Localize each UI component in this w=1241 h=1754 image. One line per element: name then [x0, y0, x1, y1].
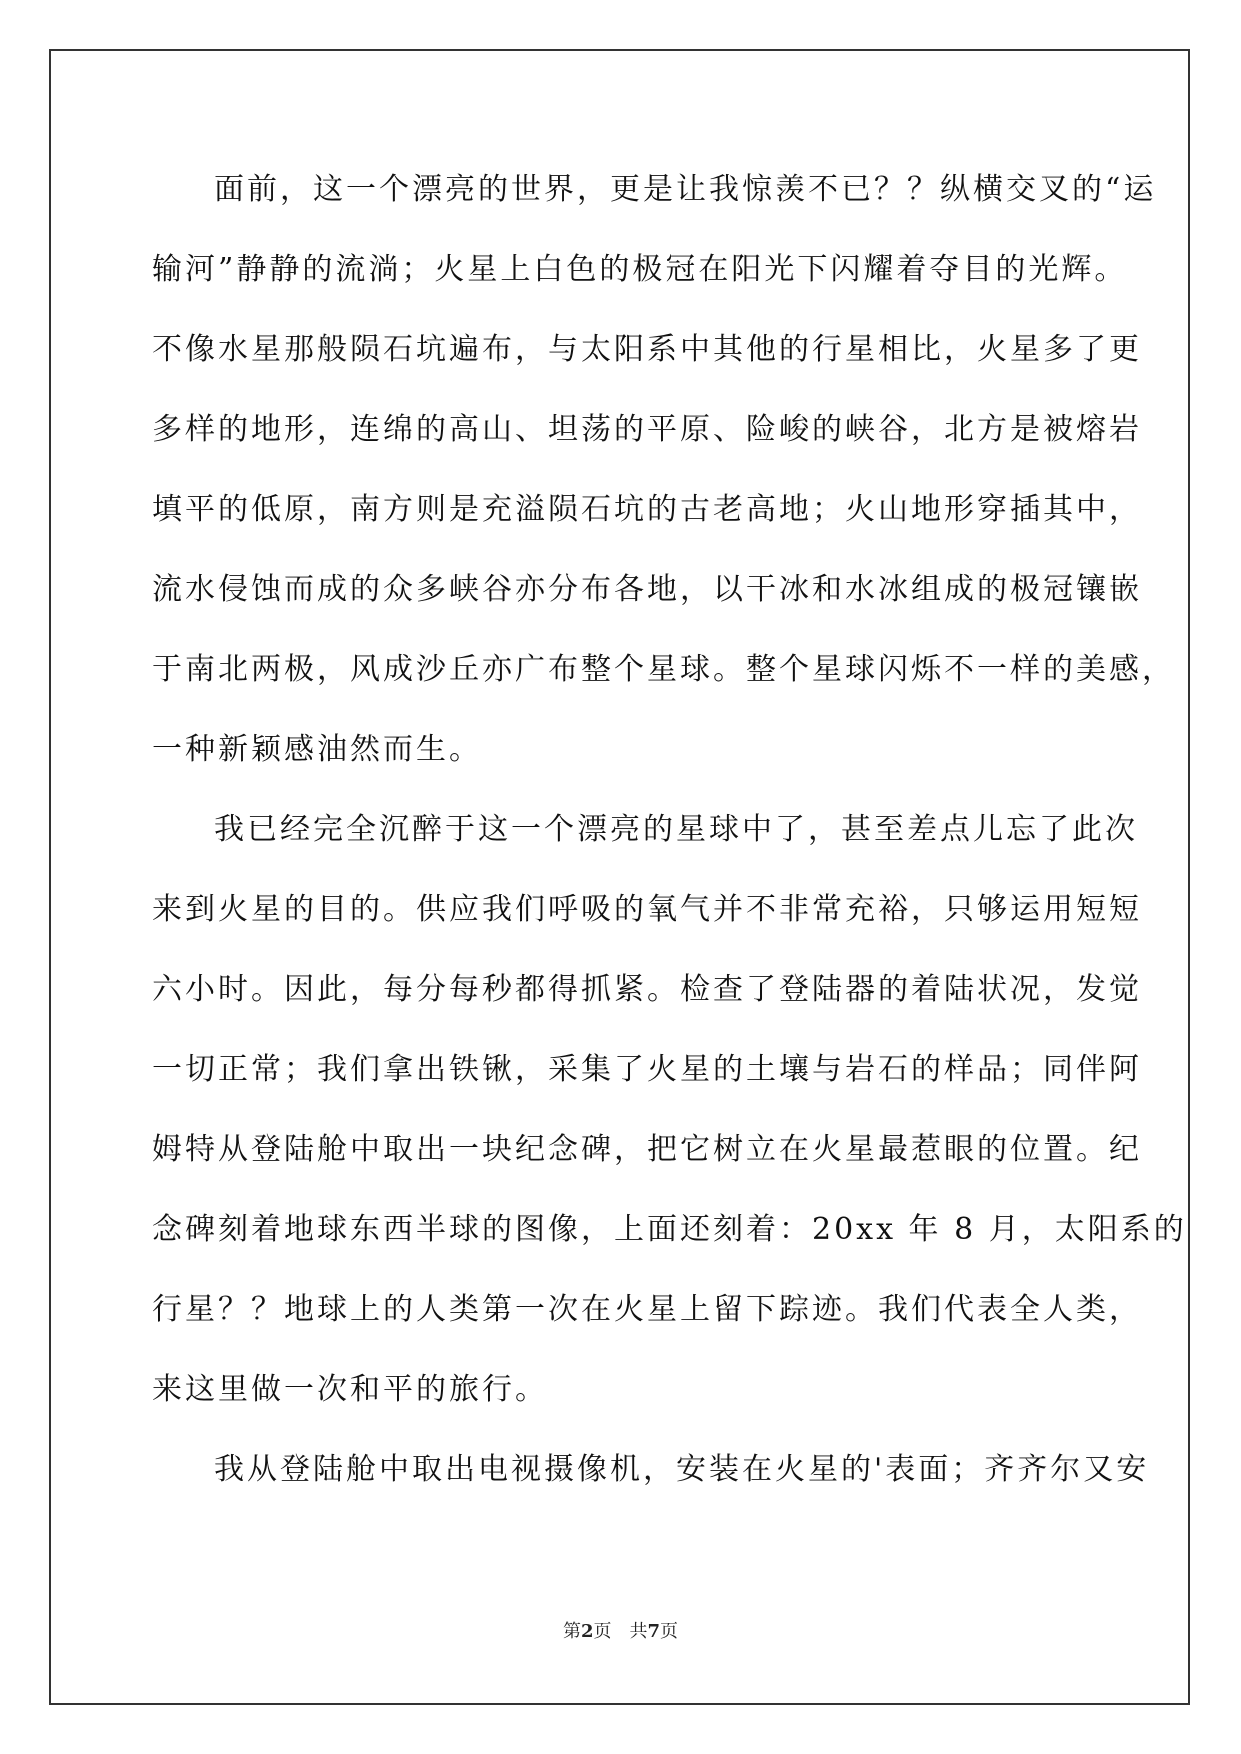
text-line: 填平的低原，南方则是充溢陨石坑的古老高地；火山地形穿插其中， — [152, 492, 1142, 527]
text-line: 姆特从登陆舱中取出一块纪念碑，把它树立在火星最惹眼的位置。纪 — [152, 1132, 1142, 1167]
text-line: 面前，这一个漂亮的世界，更是让我惊羡不已？？纵横交叉的“运 — [214, 172, 1157, 207]
text-line: 来这里做一次和平的旅行。 — [152, 1372, 548, 1407]
text-line: 一种新颖感油然而生。 — [152, 732, 482, 767]
text-line: 六小时。因此，每分每秒都得抓紧。检查了登陆器的着陆状况，发觉 — [152, 972, 1142, 1007]
text-line: 多样的地形，连绵的高山、坦荡的平原、险峻的峡谷，北方是被熔岩 — [152, 412, 1142, 447]
document-body — [152, 160, 1187, 1520]
page-prefix: 第 — [562, 1621, 581, 1642]
total-prefix: 共 — [629, 1621, 648, 1642]
text-line: 念碑刻着地球东西半球的图像，上面还刻着：20xx 年 8 月，太阳系的 — [152, 1212, 1187, 1247]
page-number: 2 — [580, 1621, 594, 1642]
text-line: 流水侵蚀而成的众多峡谷亦分布各地，以干冰和水冰组成的极冠镶嵌 — [152, 572, 1142, 607]
text-line: 输河”静静的流淌；火星上白色的极冠在阳光下闪耀着夺目的光辉。 — [152, 252, 1128, 287]
text-line: 来到火星的目的。供应我们呼吸的氧气并不非常充裕，只够运用短短 — [152, 892, 1142, 927]
total-pages: 7 — [647, 1621, 661, 1642]
total-unit: 页 — [660, 1621, 679, 1642]
text-line: 行星？？地球上的人类第一次在火星上留下踪迹。我们代表全人类， — [152, 1292, 1142, 1327]
text-line: 于南北两极，风成沙丘亦广布整个星球。整个星球闪烁不一样的美感， — [152, 652, 1175, 687]
page-unit: 页 — [593, 1621, 612, 1642]
text-line: 我已经完全沉醉于这一个漂亮的星球中了，甚至差点儿忘了此次 — [214, 812, 1138, 847]
text-line: 一切正常；我们拿出铁锹，采集了火星的土壤与岩石的样品；同伴阿 — [152, 1052, 1142, 1087]
text-line: 不像水星那般陨石坑遍布，与太阳系中其他的行星相比，火星多了更 — [152, 332, 1142, 367]
text-line: 我从登陆舱中取出电视摄像机，安装在火星的'表面；齐齐尔又安 — [214, 1452, 1150, 1487]
page-footer — [0, 1620, 1241, 1644]
